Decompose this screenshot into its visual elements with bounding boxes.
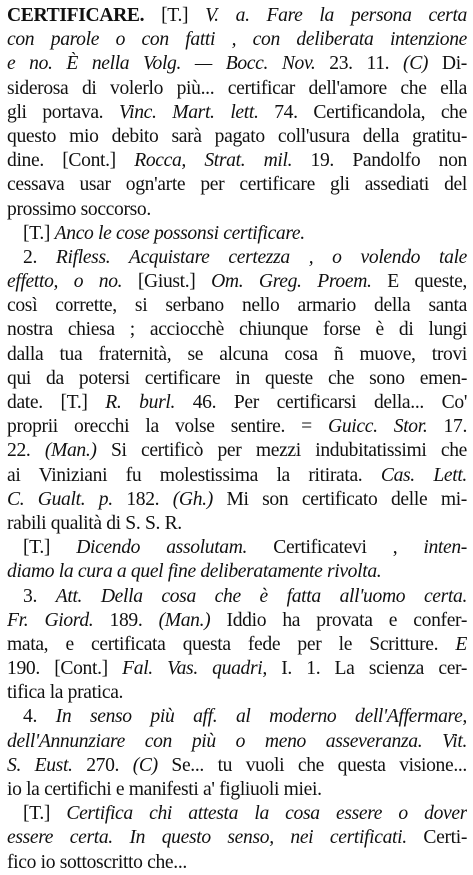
text-segment: [T.] <box>23 537 77 559</box>
text-segment: 189. <box>93 609 159 631</box>
italic-text: con parole o con fatti , con deliberata intenzione <box>7 29 467 51</box>
text-segment: 4. <box>23 706 56 728</box>
text-segment: 17. <box>427 416 467 438</box>
text-segment: 23. 11. <box>315 53 404 75</box>
text-line <box>7 512 467 536</box>
text-segment: gli portava. <box>7 101 119 123</box>
text-line <box>7 367 467 391</box>
italic-text: Att. Della cosa che è fatta all'uomo certa. <box>55 585 467 607</box>
italic-text: (Man.) <box>44 440 97 462</box>
text-segment: 19. Pandolfo non <box>292 150 467 172</box>
text-line <box>7 826 467 850</box>
text-segment: io la certifichi e manifesti a' figliuoli miei. <box>7 779 322 800</box>
text-segment: questo mio debito sarà pagato coll'usura della gratitu- <box>7 125 467 147</box>
text-segment: [T.] <box>23 803 67 825</box>
text-segment: [T.] <box>144 5 206 26</box>
text-segment: 190. [Cont.] <box>7 658 123 680</box>
text-line <box>7 222 467 246</box>
italic-text: Om. Greg. Proem. <box>211 271 372 293</box>
text-segment: 3. <box>23 585 56 607</box>
text-segment: dine. [Cont.] <box>7 150 135 172</box>
text-line <box>7 28 467 52</box>
text-segment: 74. Certificandola, che <box>258 101 467 123</box>
text-segment: mata, e certificata questa fede per le Scritture. <box>7 633 456 655</box>
text-segment: così corrette, si serbano nello armario della santa <box>7 295 467 317</box>
text-segment: cessava usar ogn'arte per certificare gli assediati del <box>7 174 467 196</box>
text-segment: ai Viniziani fu molestissima la ritirata. <box>7 464 381 486</box>
italic-text: inten- <box>423 537 467 559</box>
italic-text: Certifica chi attesta la cosa essere o dover <box>66 803 467 825</box>
text-segment: [Giust.] <box>122 271 212 293</box>
headword: CERTIFICARE. <box>7 5 145 26</box>
italic-text: Vinc. Mart. lett. <box>118 101 259 123</box>
italic-text: Rifless. Acquistare certezza , o volendo tale <box>55 246 467 268</box>
text-line <box>7 439 467 463</box>
text-line <box>7 101 467 125</box>
text-line <box>7 657 467 681</box>
text-segment: date. [T.] <box>7 392 106 413</box>
italic-text: essere certa. In questo senso, nei certificati. <box>7 827 407 849</box>
text-line <box>7 246 467 270</box>
italic-text: E <box>455 633 467 655</box>
text-segment: dalla tua fraternità, se alcuna cosa ñ muove, trovi <box>7 343 467 365</box>
text-line <box>7 609 467 633</box>
text-line <box>7 705 467 729</box>
text-segment: 182. <box>112 488 173 510</box>
text-segment: 22. <box>7 440 45 462</box>
text-segment: Mi son certificato delle mi- <box>212 488 467 510</box>
text-line <box>7 536 467 560</box>
text-line <box>7 125 467 149</box>
italic-text: (C) <box>403 53 429 75</box>
italic-text: (Gh.) <box>172 488 213 510</box>
text-line <box>7 464 467 488</box>
text-line <box>7 633 467 657</box>
text-line <box>7 851 467 875</box>
text-line <box>7 415 467 439</box>
text-segment: qui da potersi certificare in queste che sono emen- <box>7 367 467 389</box>
italic-text: In senso più aff. al moderno dell'Affermare, <box>55 706 467 728</box>
text-line <box>7 778 467 802</box>
text-line <box>7 560 467 584</box>
text-line <box>7 730 467 754</box>
italic-text: Fr. Giord. <box>7 609 94 631</box>
text-segment: siderosa di volerlo più... certificar dell'amore che ella <box>7 77 467 99</box>
text-line <box>7 77 467 101</box>
italic-text: Rocca, Strat. mil. <box>134 150 293 172</box>
italic-text: (Man.) <box>158 609 211 631</box>
text-segment: 46. Per certificarsi della... Co' <box>175 392 467 413</box>
text-segment: E queste, <box>371 271 467 293</box>
text-line <box>7 149 467 173</box>
text-segment: rabili qualità di S. S. R. <box>7 512 182 534</box>
text-line <box>7 343 467 367</box>
text-segment: tifica la pratica. <box>7 682 124 704</box>
italic-text: Dicendo assolutam. <box>76 537 248 559</box>
text-segment: prossimo soccorso. <box>7 198 151 220</box>
text-line <box>7 294 467 318</box>
text-segment: 2. <box>23 246 56 268</box>
italic-text: R. burl. <box>105 392 175 413</box>
text-line <box>7 391 467 415</box>
text-segment: Se... tu vuoli che questa visione... <box>157 754 467 776</box>
italic-text: (C) <box>132 754 158 776</box>
text-segment: nostra chiesa ; acciocchè chiunque forse è di lungi <box>7 319 467 341</box>
text-segment: 270. <box>72 754 133 776</box>
text-line <box>7 52 467 76</box>
italic-text: effetto, o no. <box>7 271 123 293</box>
italic-text: Fal. Vas. quadri, <box>122 658 267 680</box>
text-line <box>7 173 467 197</box>
text-line <box>7 270 467 294</box>
text-segment: Iddio ha provata e confer- <box>210 609 467 631</box>
text-segment: Certificatevi , <box>247 537 424 559</box>
italic-text: diamo la cura a quel fine deliberatamente rivolta. <box>7 561 382 583</box>
text-line <box>7 802 467 826</box>
text-line <box>7 488 467 512</box>
text-line <box>7 318 467 342</box>
text-segment: fico io sottoscritto che... <box>7 851 187 873</box>
text-segment: I. 1. La scienza cer- <box>266 658 467 680</box>
italic-text: C. Gualt. p. <box>7 488 113 510</box>
text-segment: Si certificò per mezzi indubitatissimi che <box>96 440 467 462</box>
text-line <box>7 4 467 28</box>
italic-text: Anco le cose possonsi certificare. <box>54 222 305 244</box>
text-line <box>7 198 467 222</box>
text-line <box>7 585 467 609</box>
text-segment: proprii orecchi la volse sentire. = <box>7 416 329 438</box>
italic-text: S. Eust. <box>7 754 73 776</box>
italic-text: e no. È nella Volg. — Bocc. Nov. <box>7 53 316 75</box>
italic-text: V. a. Fare la persona certa <box>205 5 467 26</box>
text-line <box>7 681 467 705</box>
italic-text: dell'Annunziare con più o meno asseveranza. Vit. <box>7 730 467 752</box>
text-segment: Di- <box>428 53 467 75</box>
italic-text: Cas. Lett. <box>380 464 467 486</box>
text-segment: Certi- <box>406 827 467 849</box>
text-segment: [T.] <box>23 222 55 244</box>
italic-text: Guicc. Stor. <box>328 416 428 438</box>
